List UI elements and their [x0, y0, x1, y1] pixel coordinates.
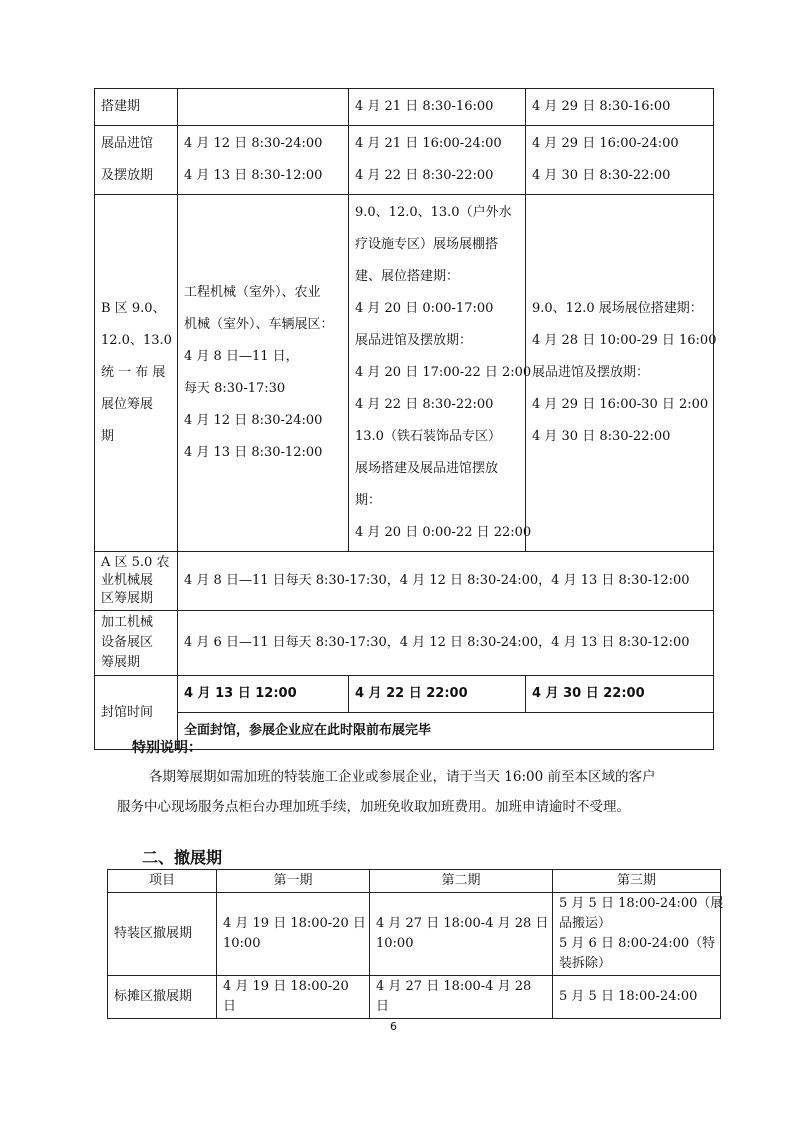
- exhibition-schedule-table: [94, 88, 717, 750]
- table-cell: 4 月 27 日 18:00-4 月 28 日: [370, 976, 553, 1019]
- table-cell: 4 月 19 日 18:00-20 日: [217, 976, 370, 1019]
- row-label: 加工机械 设备展区 筹展期: [95, 611, 178, 676]
- row-label: B 区 9.0、 12.0、13.0 统 一 布 展 展位筹展 期: [95, 195, 178, 552]
- table-row: [95, 552, 714, 611]
- row-label: 特装区撤展期: [108, 893, 217, 976]
- table-cell: 4 月 12 日 8:30-24:00 4 月 13 日 8:30-12:00: [178, 126, 349, 195]
- table-cell: 4 月 22 日 22:00: [349, 676, 526, 713]
- table-row: [95, 676, 714, 713]
- page-number: 6: [390, 1020, 397, 1033]
- row-label: 搭建期: [95, 89, 178, 126]
- table-row: [95, 89, 714, 126]
- table-cell: 4 月 21 日 8:30-16:00: [349, 89, 526, 126]
- column-header: 第二期: [370, 870, 553, 893]
- row-label: 展品进馆 及摆放期: [95, 126, 178, 195]
- table-cell: 4 月 27 日 18:00-4 月 28 日 10:00: [370, 893, 553, 976]
- table-header-row: [108, 870, 721, 893]
- table-row: [108, 893, 721, 976]
- table-row: [95, 611, 714, 676]
- column-header: 项目: [108, 870, 217, 893]
- dismantle-schedule-table: [107, 869, 724, 1019]
- table-cell: [178, 89, 349, 126]
- section-title: 二、撤展期: [142, 848, 223, 867]
- note-paragraph: 各期筹展期如需加班的特装施工企业或参展企业，请于当天 16:00 前至本区域的客户: [149, 769, 656, 785]
- table-cell: 9.0、12.0、13.0（户外水 疗设施专区）展场展棚搭 建、展位搭建期： 4 月 20 日 0:00-17:00 展品进馆及摆放期： 4 月 20 日 17:00-22 日 2:00 4 月 22 日 8:30-22:00 13.0（铁石装饰品专区） 展场搭建及展品进馆摆放 期： 4 月 20 日 0:00-22 日 22:00: [349, 195, 526, 552]
- table-cell: 4 月 19 日 18:00-20 日 10:00: [217, 893, 370, 976]
- table-cell: 4 月 21 日 16:00-24:00 4 月 22 日 8:30-22:00: [349, 126, 526, 195]
- table-cell: 4 月 13 日 12:00: [178, 676, 349, 713]
- table-row: [95, 195, 714, 552]
- table-cell: 4 月 30 日 22:00: [526, 676, 714, 713]
- table-cell: 9.0、12.0 展场展位搭建期： 4 月 28 日 10:00-29 日 16:00 展品进馆及摆放期： 4 月 29 日 16:00-30 日 2:00 4 月 30 日 8:30-22:00: [526, 195, 714, 552]
- row-label: 封馆时间: [95, 676, 178, 750]
- note-title: 特别说明：: [132, 740, 202, 756]
- table-cell: 5 月 5 日 18:00-24:00（展 品搬运） 5 月 6 日 8:00-24:00（特 装拆除）: [553, 893, 721, 976]
- column-header: 第三期: [553, 870, 721, 893]
- table-cell: 4 月 8 日—11 日每天 8:30-17:30，4 月 12 日 8:30-24:00，4 月 13 日 8:30-12:00: [178, 552, 714, 611]
- row-label: 标摊区撤展期: [108, 976, 217, 1019]
- table-cell: 4 月 29 日 16:00-24:00 4 月 30 日 8:30-22:00: [526, 126, 714, 195]
- row-label: A 区 5.0 农 业机械展 区筹展期: [95, 552, 178, 611]
- table-cell: 4 月 29 日 8:30-16:00: [526, 89, 714, 126]
- note-paragraph: 服务中心现场服务点柜台办理加班手续，加班免收取加班费用。加班申请逾时不受理。: [117, 799, 630, 815]
- table-row: [95, 126, 714, 195]
- table-row: [108, 976, 721, 1019]
- table-cell: 工程机械（室外）、农业 机械（室外）、车辆展区： 4 月 8 日—11 日， 每天 8:30-17:30 4 月 12 日 8:30-24:00 4 月 13 日 8:30-12:00: [178, 195, 349, 552]
- table-cell: 全面封馆，参展企业应在此时限前布展完毕: [178, 713, 714, 750]
- table-cell: 5 月 5 日 18:00-24:00: [553, 976, 721, 1019]
- column-header: 第一期: [217, 870, 370, 893]
- table-cell: 4 月 6 日—11 日每天 8:30-17:30，4 月 12 日 8:30-24:00，4 月 13 日 8:30-12:00: [178, 611, 714, 676]
